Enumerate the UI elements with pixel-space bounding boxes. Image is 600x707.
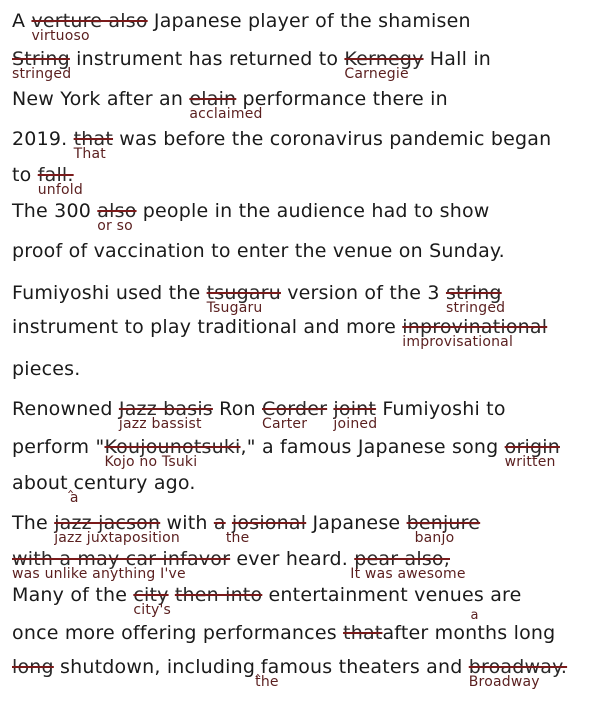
edit [213, 512, 250, 546]
text: ," a famous Japanese song [240, 436, 505, 458]
deleted-text: benjure [406, 512, 481, 534]
text: century ago. [73, 472, 196, 494]
inserted-text: acclaimed [189, 106, 263, 122]
deleted-text: then into [174, 584, 263, 606]
deleted-text: inprovinational [402, 316, 548, 338]
edit [468, 656, 568, 690]
inserted-text: banjo [414, 530, 455, 546]
text: version of the 3 [280, 282, 446, 304]
edit [406, 512, 481, 546]
insertion-caret: ‸ [255, 658, 261, 677]
text-line-7 [12, 240, 505, 262]
text-line-12 [12, 436, 560, 470]
text: New York after an [12, 88, 190, 110]
edit [54, 512, 180, 546]
deleted-text: fall. [37, 164, 74, 186]
inserted-text: jazz juxtaposition [54, 530, 180, 546]
text: with [160, 512, 214, 534]
deleted-text: tsugaru [206, 282, 281, 304]
text: performance there in [236, 88, 448, 110]
inserted-text: stringed [12, 66, 72, 82]
deleted-text: long [12, 656, 54, 678]
text: about [12, 472, 68, 494]
edit [104, 436, 241, 470]
text: was before the coronavirus pandemic began [113, 128, 552, 150]
text-line-1 [12, 10, 471, 44]
edit [350, 548, 466, 582]
deleted-text: broadway. [468, 656, 568, 678]
text: Japanese player of the shamisen [147, 10, 471, 32]
text-line-11 [12, 398, 506, 432]
edit [73, 128, 114, 162]
text: Fumiyoshi to [376, 398, 506, 420]
text: Fumiyoshi used the [12, 282, 207, 304]
text: once more offering performances [12, 622, 344, 644]
edit [37, 164, 83, 198]
inserted-text: unfold [37, 182, 83, 198]
edit [133, 584, 172, 618]
deleted-text: elain [189, 88, 237, 110]
inserted-text: stringed [445, 300, 506, 316]
insertion-caret: ‸ [67, 474, 74, 493]
inserted-text: or so [97, 218, 133, 234]
edit [344, 48, 424, 82]
inserted-text: the [255, 674, 279, 690]
edit [382, 608, 556, 644]
edit [12, 48, 72, 82]
text: ever heard. [230, 548, 355, 570]
text: entertainment venues are [262, 584, 522, 606]
text-line-10 [12, 358, 81, 380]
deleted-text: that [73, 128, 114, 150]
deleted-text: also [97, 200, 137, 222]
inserted-text: city's [133, 602, 172, 618]
inserted-text: jazz bassist [118, 416, 202, 432]
text: Renowned [12, 398, 119, 420]
edit [67, 472, 79, 506]
edit [445, 282, 506, 316]
text: Ron [212, 398, 262, 420]
text: The [12, 512, 55, 534]
edit [12, 548, 231, 582]
inserted-text: joined [333, 416, 378, 432]
text: 2019. [12, 128, 74, 150]
edit [97, 200, 137, 234]
inserted-text: was unlike anything I've [12, 566, 186, 582]
text-line-6 [12, 200, 490, 234]
text-line-9 [12, 316, 548, 350]
text-line-18 [12, 656, 568, 690]
text-line-15 [12, 548, 466, 582]
deleted-text: Corder [262, 398, 328, 420]
deleted-text: Jazz basis [118, 398, 213, 420]
edit [255, 656, 279, 690]
inserted-text: a [69, 490, 79, 506]
edit [206, 282, 281, 316]
text: The 300 [12, 200, 98, 222]
inserted-text: It was awesome [350, 566, 466, 582]
text: perform " [12, 436, 105, 458]
text: A [12, 10, 32, 32]
inserted-text: Carnegie [344, 66, 409, 82]
deleted-text: joint [333, 398, 377, 420]
text-line-14 [12, 512, 481, 546]
edit [175, 584, 262, 606]
inserted-text: a [470, 608, 479, 623]
deleted-text: string [445, 282, 502, 304]
text: pieces. [12, 358, 81, 380]
deleted-text: Kernegy [344, 48, 424, 70]
text: proof of vaccination to enter the venue on Sunday. [12, 240, 505, 262]
deleted-text: jazz jacson [54, 512, 161, 534]
edit [31, 10, 148, 44]
text-line-2 [12, 48, 492, 82]
text: instrument has returned to [69, 48, 345, 70]
text: famous theaters and [260, 656, 469, 678]
edit [343, 622, 382, 644]
inserted-text: virtuoso [31, 28, 90, 44]
text: Japanese [306, 512, 407, 534]
deleted-text: String [12, 48, 70, 70]
inserted-text: That [73, 146, 106, 162]
inserted-text: Tsugaru [206, 300, 263, 316]
text: Many of the [12, 584, 134, 606]
deleted-text: city [133, 584, 169, 606]
edit [232, 512, 306, 534]
deleted-text: Koujounotsuki [104, 436, 241, 458]
text-line-16 [12, 584, 522, 618]
deleted-text: that [343, 622, 383, 644]
text-line-5 [12, 164, 83, 198]
edit [118, 398, 213, 432]
text: people in the audience had to show [136, 200, 490, 222]
text-line-13 [12, 472, 196, 506]
edit [504, 436, 560, 470]
inserted-text: improvisational [402, 334, 514, 350]
deleted-text: origin [504, 436, 560, 458]
inserted-text: written [504, 454, 556, 470]
inserted-text: Carter [262, 416, 308, 432]
edit [12, 656, 54, 678]
edit [189, 88, 263, 122]
text: Hall in [423, 48, 492, 70]
deleted-text: pear also, [354, 548, 450, 570]
deleted-text: verture also [31, 10, 148, 32]
deleted-text: with a may car infavor [12, 548, 231, 570]
inserted-text: Broadway [468, 674, 540, 690]
text-line-8 [12, 282, 506, 316]
text: to [12, 164, 38, 186]
inserted-text: Kojo no Tsuki [104, 454, 198, 470]
edit [333, 398, 378, 432]
text: instrument to play traditional and more [12, 316, 403, 338]
edit [402, 316, 548, 350]
inserted-text: the [225, 530, 250, 546]
edit [262, 398, 328, 432]
text-line-4 [12, 128, 552, 162]
text-line-3 [12, 88, 448, 122]
deleted-text: josional [231, 512, 307, 534]
text: shutdown, including [53, 656, 256, 678]
deleted-text: a [213, 512, 226, 534]
text: after months long [382, 622, 556, 644]
